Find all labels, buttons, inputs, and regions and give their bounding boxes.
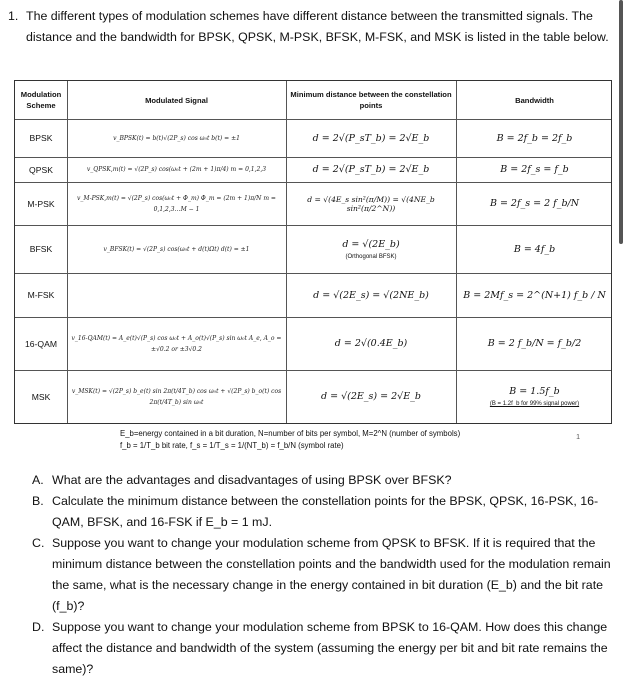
problem-text: The different types of modulation schemes have different distance between the transmitted signals. The distance and the bandwidth for BPSK, QPSK, M-PSK, BFSK, M-FSK, and MSK is listed in the table below. [26, 9, 609, 44]
question-d [32, 617, 612, 680]
row-bfsk-bandwidth: B = 4f_b [513, 243, 556, 255]
row-qpsk-distance: d = 2√(P_sT_b) = 2√E_b [312, 164, 430, 175]
problem-number: 1. [8, 9, 19, 23]
row-mpsk-signal: v_M-PSK,m(t) = √(2P_s) cos(ω₀t + Φ_m) Φ_m = (2m + 1)π/N m = 0,1,2,3…M − 1 [77, 194, 276, 213]
row-msk-scheme: MSK [31, 391, 51, 402]
header-distance: Minimum distance between the constellation points [290, 90, 452, 110]
row-msk-signal: v_MSK(t) = √(2P_s) b_e(t) sin 2π(t/4T_b) cos ω₀t + √(2P_s) b_o(t) cos 2π(t/4T_b) sin ω₀t [71, 387, 282, 406]
note-line-2: f_b = 1/T_b bit rate, f_s = 1/T_s = 1/(NT_b) = f_b/N (symbol rate) [120, 441, 344, 450]
header-signal: Modulated Signal [145, 95, 208, 105]
header-bandwidth: Bandwidth [515, 95, 554, 105]
row-msk-bandwidth-cell [456, 370, 613, 423]
row-16qam-distance: d = 2√(0.4E_b) [334, 338, 408, 349]
page-number: 1 [576, 434, 580, 441]
row-msk-bandwidth: B = 1.5f_b [509, 386, 560, 397]
row-mpsk-scheme: M-PSK [27, 198, 55, 209]
row-16qam-bandwidth: B = 2 f_b/N = f_b/2 [487, 338, 582, 349]
row-bfsk-scheme: BFSK [29, 244, 53, 254]
problem-intro [8, 6, 613, 48]
question-c-label: C. [32, 536, 45, 550]
question-d-label: D. [32, 620, 45, 634]
row-bfsk-distance: d = √(2E_b) [342, 238, 400, 250]
row-bpsk-scheme: BPSK [29, 133, 53, 143]
modulation-table [14, 80, 612, 424]
questions-list [32, 470, 612, 680]
note-line-1: E_b=energy contained in a bit duration, N=number of bits per symbol, M=2^N (number of symbols) [120, 429, 461, 438]
row-bpsk-signal: v_BPSK(t) = b(t)√(2P_s) cos ω₀t b(t) = ±1 [113, 134, 240, 142]
question-b-label: B. [32, 494, 44, 508]
row-bpsk-distance: d = 2√(P_sT_b) = 2√E_b [312, 132, 430, 144]
row-mfsk-distance: d = √(2E_s) = √(2NE_b) [313, 289, 429, 301]
row-bfsk-distance-note: (Orthogonal BFSK) [345, 253, 397, 260]
row-qpsk-bandwidth: B = 2f_s = f_b [500, 164, 569, 175]
row-mfsk-signal [67, 273, 286, 317]
row-mfsk-scheme: M-FSK [27, 290, 55, 300]
row-16qam-scheme: 16-QAM [25, 338, 57, 349]
row-bfsk-signal: v_BFSK(t) = √(2P_s) cos(ω₀t + d(t)Ωt) d(t) = ±1 [103, 245, 250, 253]
question-a-label: A. [32, 473, 44, 487]
question-d-text: Suppose you want to change your modulation scheme from BPSK to 16-QAM. How does this change affect the distance and bandwidth of the system (assuming the energy per bit and bit rate remains the same)? [52, 620, 608, 676]
row-16qam-signal: v_16-QAM(t) = A_e(t)√(P_s) cos ω₀t + A_o(t)√(P_s) sin ω₀t A_e, A_o = ±√0.2 or ±3√0.2 [71, 334, 282, 353]
row-mpsk-bandwidth: B = 2f_s = 2 f_b/N [489, 198, 580, 209]
row-mfsk-bandwidth: B = 2Mf_s = 2^(N+1) f_b / N [463, 289, 606, 301]
row-mpsk-distance: d = √(4E_s sin²(π/M)) = √(4NE_b sin²(π/2^N)) [307, 194, 435, 213]
question-c [32, 533, 612, 617]
row-bfsk-distance-cell [286, 225, 456, 273]
row-qpsk-signal: v_QPSK,m(t) = √(2P_s) cos(ω₀t + (2m + 1)π/4) m = 0,1,2,3 [86, 166, 267, 173]
row-qpsk-scheme: QPSK [29, 164, 53, 175]
question-a [32, 470, 612, 491]
header-scheme: Modulation Scheme [20, 90, 62, 110]
question-b [32, 491, 612, 533]
question-b-text: Calculate the minimum distance between the constellation points for the BPSK, QPSK, 16-PSK, 16-QAM, BFSK, and 16-FSK if E_b = 1 mJ. [52, 494, 599, 529]
question-a-text: What are the advantages and disadvantages of using BPSK over BFSK? [52, 473, 452, 487]
table-notes [120, 428, 580, 452]
scrollbar-thumb[interactable] [619, 0, 623, 244]
row-bpsk-bandwidth: B = 2f_b = 2f_b [496, 132, 573, 144]
question-c-text: Suppose you want to change your modulation scheme from QPSK to BFSK. If it is required that the minimum distance between the constellation points and the bandwidth used for the modulation remain the same, what is the necessary change in the energy contained in bit duration (E_b) and the bit rate (f_b)? [52, 536, 611, 613]
row-msk-distance: d = √(2E_s) = 2√E_b [320, 391, 421, 402]
row-msk-bandwidth-note: (B = 1.2f_b for 99% signal power) [489, 401, 580, 407]
